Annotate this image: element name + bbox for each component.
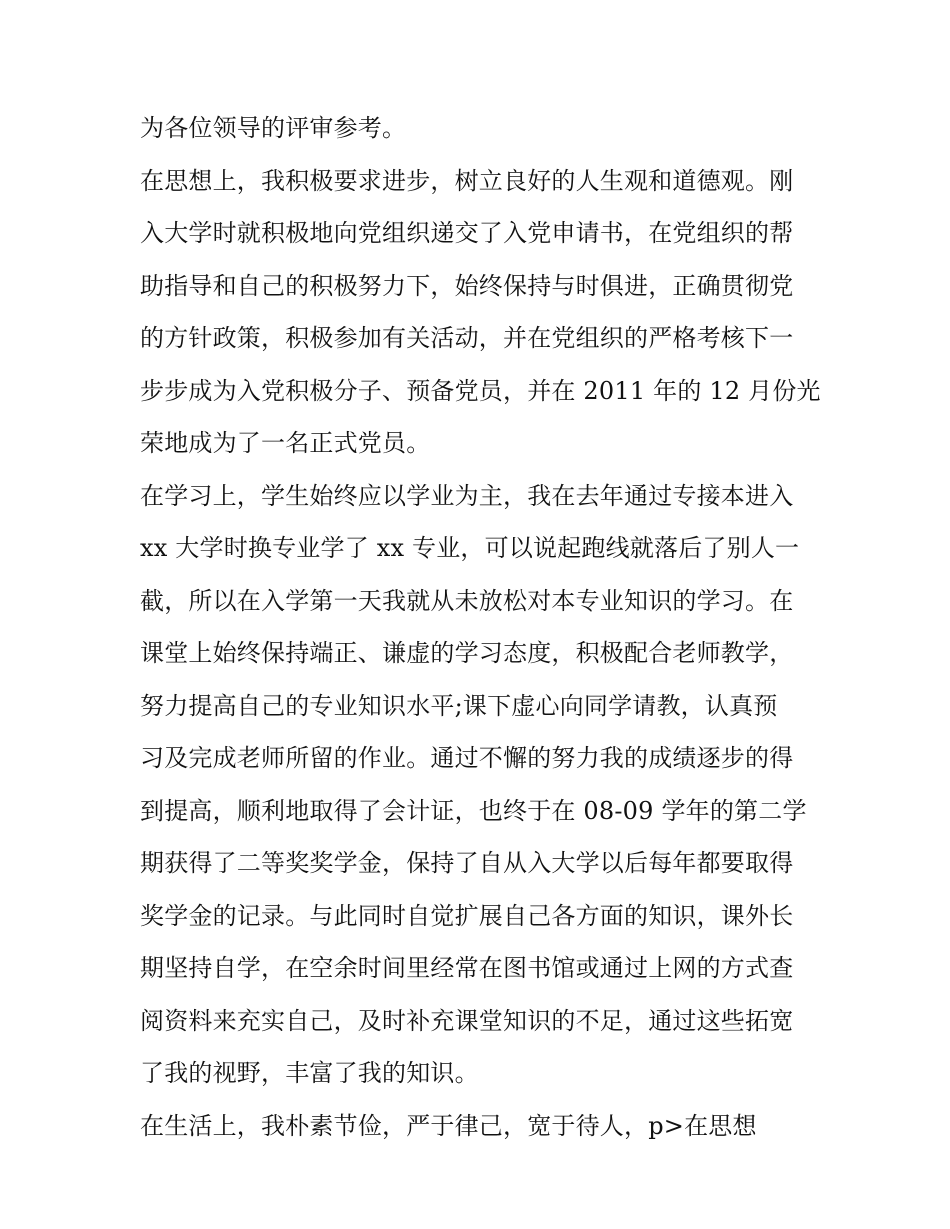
text-line: 了我的视野，丰富了我的知识。: [140, 1059, 479, 1087]
document-body: [140, 102, 820, 1152]
text-line: 习及完成老师所留的作业。通过不懈的努力我的成绩逐步的得: [140, 744, 794, 772]
text-line: 为各位领导的评审参考。: [140, 114, 407, 142]
text-line: 荣地成为了一名正式党员。: [140, 429, 431, 457]
text-line: 步步成为入党积极分子、预备党员，并在 2011 年的 12 月份光: [140, 376, 821, 405]
text-line: 努力提高自己的专业知识水平;课下虚心向同学请教，认真预: [140, 691, 778, 720]
text-line: 在思想上，我积极要求进步，树立良好的人生观和道德观。刚: [140, 166, 794, 195]
text-line: 入大学时就积极地向党组织递交了入党申请书，在党组织的帮: [140, 219, 794, 247]
text-line: 在学习上，学生始终应以学业为主，我在去年通过专接本进入: [140, 481, 794, 510]
text-line: 的方针政策，积极参加有关活动，并在党组织的严格考核下一: [140, 324, 794, 352]
text-line: 课堂上始终保持端正、谦虚的学习态度，积极配合老师教学，: [140, 639, 794, 667]
text-line: 截，所以在入学第一天我就从未放松对本专业知识的学习。在: [140, 586, 794, 615]
text-line: xx 大学时换专业学了 xx 专业，可以说起跑线就落后了别人一: [140, 534, 800, 562]
text-line: 期获得了二等奖奖学金，保持了自从入大学以后每年都要取得: [140, 849, 794, 877]
text-line: 在生活上，我朴素节俭，严于律己，宽于待人，p>在思想: [140, 1111, 757, 1140]
text-line: 期坚持自学，在空余时间里经常在图书馆或通过上网的方式查: [140, 954, 794, 982]
text-line: 助指导和自己的积极努力下，始终保持与时俱进，正确贯彻党: [140, 271, 794, 300]
text-line: 阅资料来充实自己，及时补充课堂知识的不足，通过这些拓宽: [140, 1006, 794, 1035]
text-line: 到提高，顺利地取得了会计证，也终于在 08-09 学年的第二学: [140, 796, 807, 825]
text-line: 奖学金的记录。与此同时自觉扩展自己各方面的知识，课外长: [140, 901, 794, 930]
